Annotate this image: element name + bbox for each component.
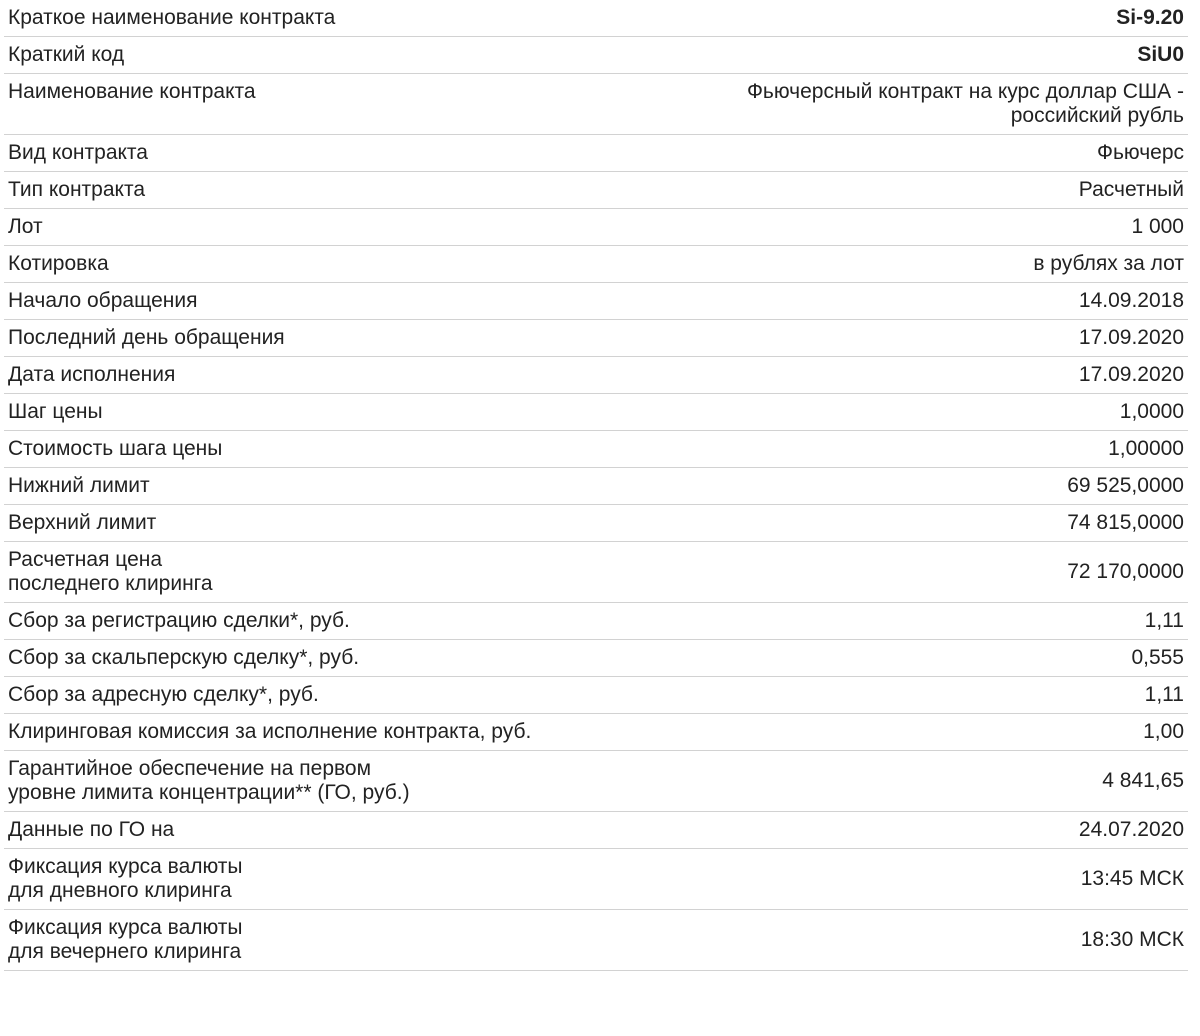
spec-row-value [652, 431, 1188, 468]
spec-label-line: Шаг цены [8, 400, 103, 423]
spec-value-line: Фьючерсный контракт на курс доллар США - [746, 80, 1184, 103]
spec-value-line: 1 000 [1131, 215, 1184, 238]
spec-row-value [652, 135, 1188, 172]
spec-value-line: 1,11 [1144, 683, 1184, 706]
spec-row-label [4, 283, 652, 320]
spec-value-line: 72 170,0000 [1067, 560, 1184, 583]
spec-row-label [4, 751, 652, 812]
spec-row-label [4, 74, 652, 135]
spec-row-value [652, 37, 1188, 74]
spec-row [4, 677, 1188, 714]
spec-value-line: 24.07.2020 [1078, 818, 1184, 841]
spec-row [4, 849, 1188, 910]
spec-row [4, 209, 1188, 246]
spec-row-value [652, 812, 1188, 849]
spec-row-value [652, 209, 1188, 246]
spec-row-value [652, 74, 1188, 135]
spec-value-line: 4 841,65 [1102, 769, 1184, 792]
spec-row [4, 603, 1188, 640]
spec-row [4, 283, 1188, 320]
spec-row-value [652, 320, 1188, 357]
spec-row-label [4, 209, 652, 246]
spec-value-line: 1,00 [1143, 720, 1184, 743]
spec-label-line: для дневного клиринга [8, 879, 232, 902]
spec-row-label [4, 468, 652, 505]
contract-spec-body [4, 0, 1188, 971]
spec-row-value [652, 357, 1188, 394]
spec-row [4, 246, 1188, 283]
spec-value-line: 1,11 [1144, 609, 1184, 632]
spec-value-line: 1,00000 [1108, 437, 1184, 460]
spec-row [4, 394, 1188, 431]
spec-label-line: Данные по ГО на [8, 818, 175, 841]
spec-row [4, 135, 1188, 172]
spec-row [4, 172, 1188, 209]
spec-label-line: Наименование контракта [8, 80, 256, 103]
spec-label-line: Сбор за скальперскую сделку*, руб. [8, 646, 360, 669]
spec-row [4, 320, 1188, 357]
spec-value-line: 69 525,0000 [1067, 474, 1184, 497]
spec-label-line: Лот [8, 215, 43, 238]
spec-label-line: Клиринговая комиссия за исполнение контракта, руб. [8, 720, 532, 743]
spec-label-line: Верхний лимит [8, 511, 157, 534]
spec-value-line: Расчетный [1078, 178, 1184, 201]
spec-row [4, 431, 1188, 468]
spec-row [4, 751, 1188, 812]
spec-label-line: Нижний лимит [8, 474, 150, 497]
spec-value-line: в рублях за лот [1033, 252, 1184, 275]
spec-row-value [652, 246, 1188, 283]
spec-row-value [652, 505, 1188, 542]
spec-row-value [652, 0, 1188, 37]
spec-label-line: Начало обращения [8, 289, 198, 312]
spec-row [4, 37, 1188, 74]
spec-row [4, 468, 1188, 505]
spec-label-line: Фиксация курса валюты [8, 855, 243, 878]
spec-row-label [4, 431, 652, 468]
spec-value-line: 18:30 МСК [1080, 928, 1184, 951]
spec-row-label [4, 246, 652, 283]
spec-row-value [652, 849, 1188, 910]
spec-row-value [652, 468, 1188, 505]
spec-value-line: 13:45 МСК [1080, 867, 1184, 890]
spec-value-line: Фьючерс [1097, 141, 1184, 164]
contract-spec-table [4, 0, 1188, 971]
spec-row-value [652, 394, 1188, 431]
spec-row [4, 714, 1188, 751]
spec-label-line: Краткий код [8, 43, 125, 66]
spec-row-value [652, 677, 1188, 714]
spec-row-label [4, 910, 652, 971]
spec-label-line: последнего клиринга [8, 572, 213, 595]
spec-row [4, 357, 1188, 394]
spec-row-value [652, 910, 1188, 971]
spec-row-label [4, 542, 652, 603]
spec-row-value [652, 640, 1188, 677]
spec-value-line: 1,0000 [1119, 400, 1184, 423]
spec-label-line: для вечернего клиринга [8, 940, 242, 963]
spec-value-line: 0,555 [1131, 646, 1184, 669]
spec-row-label [4, 172, 652, 209]
spec-label-line: Дата исполнения [8, 363, 176, 386]
spec-row [4, 542, 1188, 603]
spec-row-label [4, 812, 652, 849]
spec-label-line: Тип контракта [8, 178, 146, 201]
spec-row-value [652, 751, 1188, 812]
spec-row-value [652, 603, 1188, 640]
spec-row [4, 0, 1188, 37]
spec-row-label [4, 135, 652, 172]
spec-row-label [4, 0, 652, 37]
spec-row-value [652, 172, 1188, 209]
spec-label-line: Фиксация курса валюты [8, 916, 243, 939]
spec-label-line: Котировка [8, 252, 109, 275]
spec-value-line: Si-9.20 [1116, 6, 1184, 29]
spec-label-line: Стоимость шага цены [8, 437, 223, 460]
spec-row-label [4, 394, 652, 431]
spec-row-label [4, 677, 652, 714]
spec-row-value [652, 542, 1188, 603]
spec-label-line: уровне лимита концентрации** (ГО, руб.) [8, 781, 410, 804]
spec-row [4, 640, 1188, 677]
spec-value-line: 14.09.2018 [1078, 289, 1184, 312]
spec-row [4, 910, 1188, 971]
spec-label-line: Последний день обращения [8, 326, 285, 349]
spec-row-label [4, 714, 652, 751]
spec-row-label [4, 320, 652, 357]
spec-row-label [4, 357, 652, 394]
spec-value-line: российский рубль [1010, 104, 1184, 127]
spec-row-label [4, 603, 652, 640]
spec-row-label [4, 505, 652, 542]
spec-label-line: Сбор за адресную сделку*, руб. [8, 683, 319, 706]
spec-row [4, 74, 1188, 135]
spec-value-line: 17.09.2020 [1078, 363, 1184, 386]
spec-row-label [4, 640, 652, 677]
spec-label-line: Вид контракта [8, 141, 148, 164]
spec-row [4, 505, 1188, 542]
spec-label-line: Краткое наименование контракта [8, 6, 336, 29]
spec-row-label [4, 849, 652, 910]
spec-label-line: Расчетная цена [8, 548, 163, 571]
spec-value-line: 17.09.2020 [1078, 326, 1184, 349]
spec-row-label [4, 37, 652, 74]
spec-label-line: Сбор за регистрацию сделки*, руб. [8, 609, 350, 632]
spec-value-line: 74 815,0000 [1067, 511, 1184, 534]
spec-value-line: SiU0 [1137, 43, 1184, 66]
spec-row-value [652, 283, 1188, 320]
spec-label-line: Гарантийное обеспечение на первом [8, 757, 372, 780]
spec-row [4, 812, 1188, 849]
spec-row-value [652, 714, 1188, 751]
